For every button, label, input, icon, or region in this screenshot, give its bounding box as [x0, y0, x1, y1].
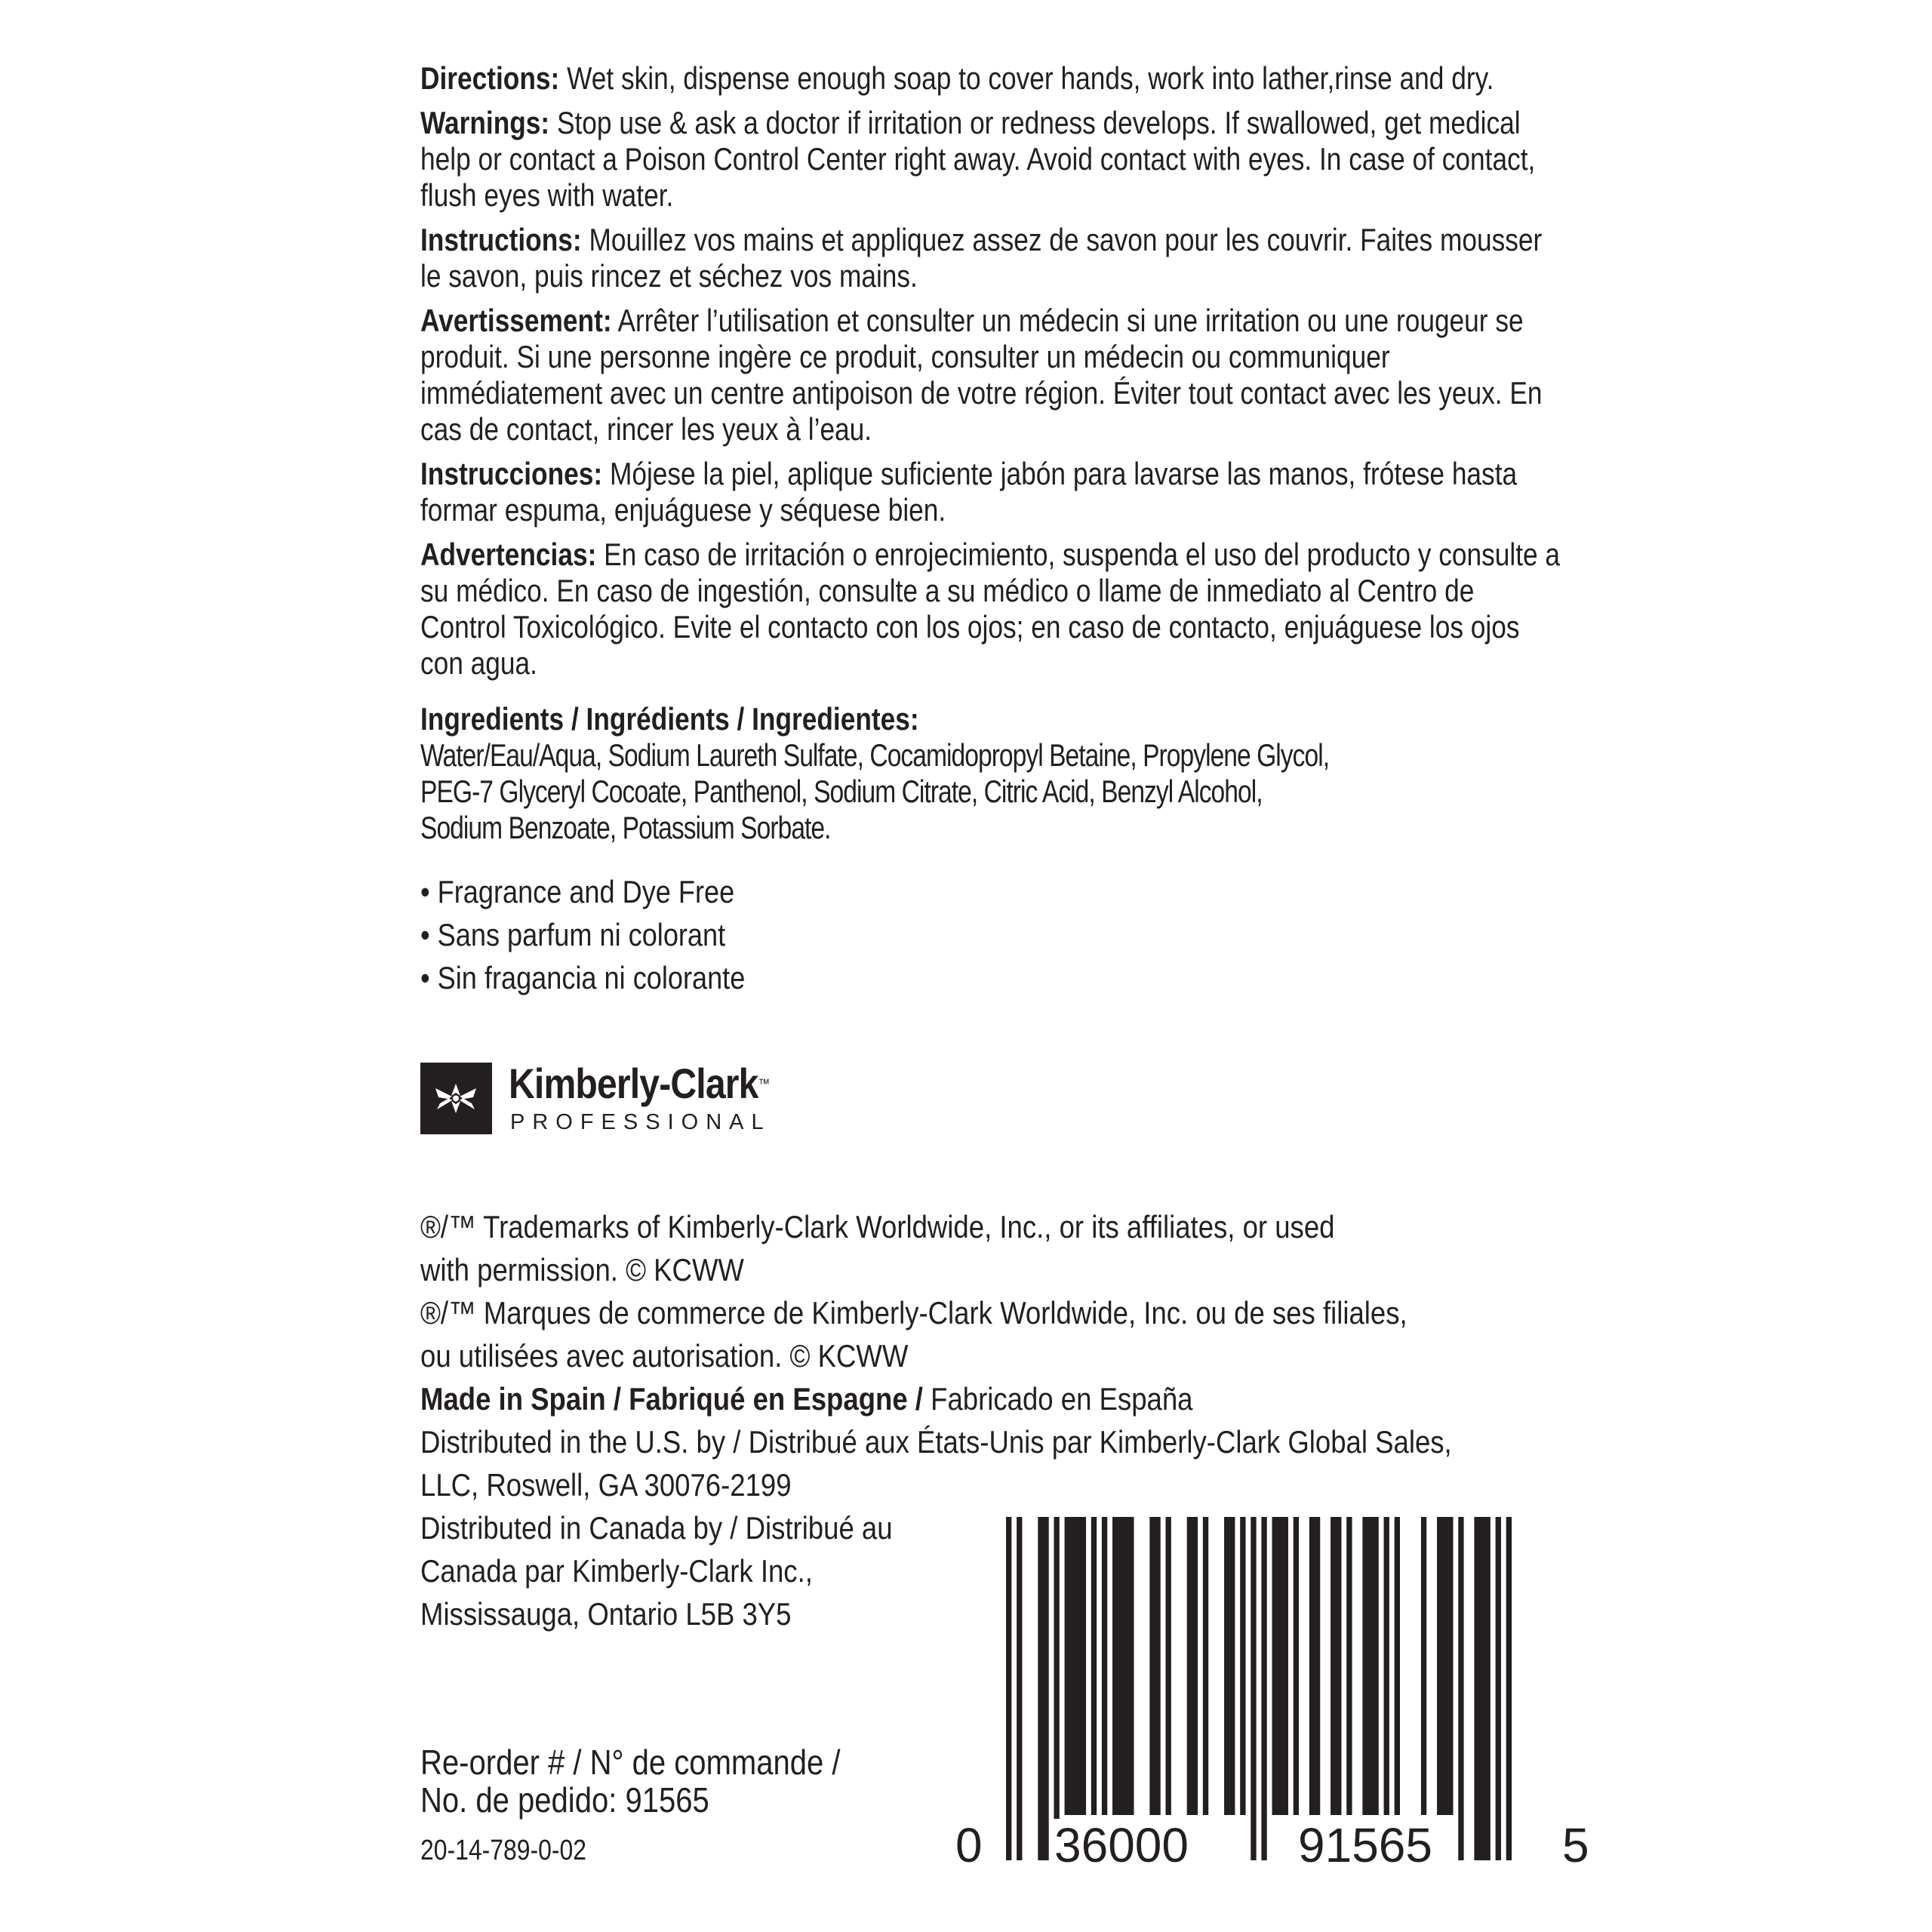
barcode-bar [1373, 1517, 1378, 1815]
distributor-ca-line: Mississauga, Ontario L5B 3Y5 [420, 1596, 792, 1632]
advertencias-paragraph [420, 537, 1567, 681]
barcode-bar [1474, 1517, 1479, 1860]
instructions-text: Mouillez vos mains et appliquez assez de savon pour les couvrir. Faites mousser le savon, puis rincez et séchez vos mains. [420, 222, 1543, 294]
barcode-bar [1447, 1517, 1453, 1815]
barcode-bar [1437, 1517, 1442, 1815]
trademark-fr-line: ou utilisées avec autorisation. © KCWW [420, 1338, 909, 1374]
reorder-block [420, 1743, 949, 1819]
barcode-bar [1075, 1517, 1081, 1815]
feature-item: • Sin fragancia ni colorante [420, 960, 746, 995]
logo-wordmark: Kimberly-Clark™ [509, 1060, 770, 1107]
instrucciones-paragraph [420, 456, 1567, 528]
barcode-digit-first: 0 [952, 1819, 986, 1872]
avertissement-label: Avertissement: [420, 303, 612, 338]
directions-paragraph [420, 60, 1567, 97]
barcode-bar [1224, 1517, 1229, 1815]
barcode-group-left: 36000 [1051, 1819, 1192, 1872]
barcode-bar [1315, 1517, 1320, 1815]
advertencias-label: Advertencias: [420, 537, 597, 572]
made-in-line: Made in Spain / Fabriqué en Espagne / Fabricado en España [420, 1381, 1193, 1417]
barcode-bar [1038, 1517, 1043, 1860]
distributor-ca-line: Distributed in Canada by / Distribué au [420, 1510, 893, 1546]
trademark-en-line: with permission. © KCWW [420, 1252, 744, 1287]
barcode-bar [1118, 1517, 1123, 1815]
instructions-paragraph [420, 222, 1567, 294]
barcode-bar [1017, 1517, 1022, 1860]
warnings-text: Stop use & ask a doctor if irritation or redness develops. If swallowed, get medical help or contact a Poison Control Center right away. Avoid contact with eyes. In case of contact, flush eyes with water. [420, 105, 1536, 213]
barcode-bar [1336, 1517, 1341, 1815]
warnings-paragraph [420, 105, 1567, 214]
trademark-fr-line: ®/™ Marques de commerce de Kimberly-Clark Worldwide, Inc. ou de ses filiales, [420, 1295, 1407, 1331]
barcode-bar [1054, 1517, 1059, 1860]
kimberly-clark-bird-icon [420, 1063, 492, 1134]
directions-text: Wet skin, dispense enough soap to cover hands, work into lather,rinse and dry. [559, 60, 1494, 96]
feature-list [420, 870, 1100, 999]
avertissement-paragraph [420, 303, 1567, 448]
barcode-bar [1458, 1517, 1463, 1860]
barcode-bar [1442, 1517, 1447, 1815]
barcode-bar [1091, 1517, 1097, 1815]
instrucciones-label: Instrucciones: [420, 456, 603, 491]
product-code: 20-14-789-0-02 [420, 1835, 587, 1866]
barcode-bar [1479, 1517, 1484, 1860]
logo-subtitle: PROFESSIONAL [510, 1110, 771, 1134]
ingredients-heading: Ingredients / Ingrédients / Ingredientes: [420, 701, 919, 737]
barcode-bar [1421, 1517, 1426, 1815]
barcode-bar [1251, 1517, 1256, 1860]
avertissement-text: Arrêter l’utilisation et consulter un médecin si une irritation ou une rougeur se produit. Si une personne ingère ce produit, consulter un médecin ou communiquer immédiatement avec un centre antipoison de votre région. Éviter tout contact avec les yeux. En cas de contact, rincer les yeux à l’eau. [420, 303, 1543, 447]
barcode-bar [1283, 1517, 1288, 1815]
barcode-bar [1192, 1517, 1198, 1815]
feature-item: • Sans parfum ni colorant [420, 917, 726, 952]
reorder-number: No. de pedido: 91565 [420, 1780, 709, 1820]
barcode-bar [1006, 1517, 1011, 1860]
ingredients-line: Water/Eau/Aqua, Sodium Laureth Sulfate, Cocamidopropyl Betaine, Propylene Glycol, [420, 737, 1330, 773]
barcode-bar [1155, 1517, 1160, 1815]
instrucciones-text: Mójese la piel, aplique suficiente jabón para lavarse las manos, frótese hasta formar espuma, enjuáguese y séquese bien. [420, 456, 1518, 528]
barcode-bar [1309, 1517, 1315, 1815]
barcode-bar [1294, 1517, 1299, 1815]
barcode-bar [1362, 1517, 1367, 1815]
label-text-block [420, 60, 1567, 846]
barcode-bar [1187, 1517, 1192, 1815]
barcode-bar [1261, 1517, 1266, 1860]
barcode-bar [1278, 1517, 1283, 1815]
reorder-label: Re-order # / N° de commande / [420, 1743, 841, 1782]
barcode-digits [952, 1819, 1601, 1872]
barcode-bar [1081, 1517, 1086, 1815]
barcode-bar [1166, 1517, 1171, 1815]
distributor-us-line: LLC, Roswell, GA 30076-2199 [420, 1467, 792, 1503]
barcode-bar [1112, 1517, 1118, 1815]
distributor-us-line: Distributed in the U.S. by / Distribué aux États-Unis par Kimberly-Clark Global Sales, [420, 1424, 1452, 1460]
upc-barcode [962, 1517, 1596, 1864]
barcode-bar [1346, 1517, 1352, 1815]
barcode-bar [1203, 1517, 1208, 1815]
instructions-label: Instructions: [420, 222, 582, 257]
feature-item: • Fragrance and Dye Free [420, 874, 735, 909]
advertencias-text: En caso de irritación o enrojecimiento, suspenda el uso del producto y consulte a su médico. En caso de ingestión, consulte a su médico o llame de inmediato al Centro de Control Toxicológico. Evite el contacto con los ojos; en caso de contacto, enjuáguese los ojos con agua. [420, 537, 1561, 681]
barcode-bar [1123, 1517, 1128, 1815]
kimberly-clark-logo [420, 1060, 843, 1138]
ingredients-line: Sodium Benzoate, Potassium Sorbate. [420, 810, 831, 845]
barcode-bar [1331, 1517, 1336, 1815]
ingredients-list [420, 737, 1567, 846]
barcode-bar [1070, 1517, 1075, 1815]
barcode-digit-last: 5 [1559, 1819, 1592, 1872]
distributor-ca-line: Canada par Kimberly-Clark Inc., [420, 1553, 813, 1589]
barcode-group-right: 91565 [1295, 1819, 1435, 1872]
barcode-bar [1384, 1517, 1389, 1815]
barcode-bar [1506, 1517, 1512, 1860]
barcode-bar [1043, 1517, 1048, 1860]
barcode-bar [1240, 1517, 1245, 1815]
barcode-bar [1128, 1517, 1134, 1815]
barcode-bar [1395, 1517, 1400, 1815]
barcode-bar [1065, 1517, 1070, 1815]
directions-label: Directions: [420, 60, 560, 96]
barcode-bar [1229, 1517, 1235, 1815]
trademark-en-line: ®/™ Trademarks of Kimberly-Clark Worldwide, Inc., or its affiliates, or used [420, 1209, 1335, 1244]
barcode-bar [1496, 1517, 1501, 1860]
barcode-bar [1367, 1517, 1373, 1815]
warnings-label: Warnings: [420, 105, 550, 140]
barcode-bar [1102, 1517, 1107, 1815]
ingredients-line: PEG-7 Glyceryl Cocoate, Panthenol, Sodium Citrate, Citric Acid, Benzyl Alcohol, [420, 774, 1263, 809]
barcode-bar [1272, 1517, 1278, 1815]
barcode-bar [1149, 1517, 1155, 1815]
barcode-bar [1485, 1517, 1491, 1860]
